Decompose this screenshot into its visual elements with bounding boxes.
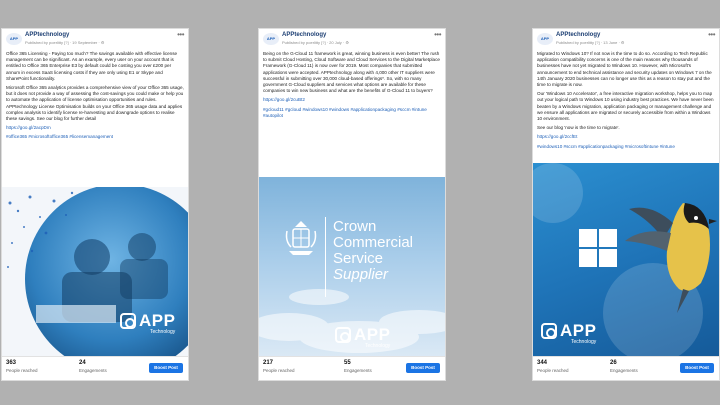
people-reached-stat[interactable] xyxy=(263,360,295,373)
engagements-value: 26 xyxy=(610,360,617,366)
post-link[interactable]: https://goo.gl/2ccfEt xyxy=(537,134,578,140)
boost-post-button[interactable]: Boost Post xyxy=(149,363,183,373)
crown-commercial-text xyxy=(333,219,413,283)
page-name[interactable]: APPtechnology xyxy=(282,32,327,38)
post-card-license xyxy=(1,28,189,381)
post-hashtags[interactable]: #windows10 #sccm #applicationpackaging #microsoftintune #intune xyxy=(537,143,675,149)
crown-line-2: Commercial xyxy=(333,234,414,251)
post-stats-bar xyxy=(533,356,719,380)
app-logo-icon xyxy=(335,327,351,343)
post-paragraph: Our 'Windows 10 Accelerator', a free interactive migration workshop, helps you to map out your logical path to Windows 10 using industry best practices. We have never been beaten by a Windows migration, application packaging or management challenge and we ensure all applications are migrated or securely accessible from within a Windows 10 environment. xyxy=(537,91,714,122)
engagements-label: Engagements xyxy=(344,368,372,373)
people-reached-value: 363 xyxy=(6,360,17,366)
post-body xyxy=(263,51,441,122)
post-header xyxy=(259,29,445,49)
app-technology-logo xyxy=(335,325,391,349)
page-name[interactable]: APPtechnology xyxy=(556,32,601,38)
post-card-windows10 xyxy=(532,28,720,381)
post-link[interactable]: https://goo.gl/2cuBt2 xyxy=(263,97,305,103)
more-options-icon[interactable]: ••• xyxy=(177,30,184,39)
brand-sub: Technology xyxy=(365,343,391,349)
crest-divider xyxy=(325,217,326,297)
more-options-icon[interactable]: ••• xyxy=(434,30,441,39)
people-reached-stat[interactable] xyxy=(537,360,569,373)
engagements-label: Engagements xyxy=(79,368,107,373)
page-avatar[interactable]: APP xyxy=(537,33,553,45)
people-reached-value: 344 xyxy=(537,360,548,366)
brand-word: APP xyxy=(139,311,176,330)
more-options-icon[interactable]: ••• xyxy=(708,30,715,39)
post-paragraph: Migrated to Windows 10? If not now is the time to do so. According to Tech Republic application compatibility concerns is one of the main reasons why thousands of businesses have not yet migrated to Windows 10. However, with Microsoft's announcement to end technical assistance and security updates on Windows 7 on the 14th January 2020 businesses can no longer use this as a reason to stay put and the time to migrate is now. xyxy=(537,51,712,88)
post-header xyxy=(533,29,719,49)
app-technology-logo xyxy=(541,321,597,345)
people-reached-stat[interactable] xyxy=(6,360,38,373)
people-reached-label: People reached xyxy=(6,368,38,373)
post-image[interactable] xyxy=(533,163,719,358)
engagements-value: 24 xyxy=(79,360,86,366)
post-header xyxy=(2,29,188,49)
crown-line-4: Supplier xyxy=(333,266,389,283)
post-image[interactable] xyxy=(2,187,188,358)
post-image[interactable] xyxy=(259,177,445,358)
engagements-stat[interactable] xyxy=(610,360,638,373)
app-logo-icon xyxy=(120,313,136,329)
engagements-value: 55 xyxy=(344,360,351,366)
boost-post-button[interactable]: Boost Post xyxy=(406,363,440,373)
windows-logo-icon xyxy=(579,229,617,267)
crown-line-3: Service xyxy=(333,250,384,267)
people-reached-label: People reached xyxy=(263,368,295,373)
post-stats-bar xyxy=(259,356,445,380)
page-avatar[interactable]: APP xyxy=(263,33,279,45)
page-avatar[interactable]: APP xyxy=(6,33,22,45)
people-reached-value: 217 xyxy=(263,360,274,366)
post-body xyxy=(537,51,715,153)
post-meta: Published by poerlitty [?] · 13 June · ⚙ xyxy=(556,40,625,45)
engagements-stat[interactable] xyxy=(79,360,107,373)
post-paragraph: See our blog 'now is the time to migrate'. xyxy=(537,125,620,131)
post-paragraph: Being on the G-Cloud 11 framework is great, winning business is even better! The rush to submit Cloud Hosting, Cloud Software and Cloud Services to the Digital Marketplace Framework (G-Cloud 11) is now over for 2019. Most companies that submitted applications were accepted. APPtechnology along with 4,000 other IT suppliers were successful in submitting over 30,000 cloud-based offerings*. So, with so many government G-Cloud suppliers and services what options are available for these companies to win new business and what are the benefits of G-Cloud 11 to buyers? xyxy=(263,51,440,94)
post-paragraph: Office 365 Licensing - Paying too much? The savings available with effective license management can be significant. As an example, every user on your account that is entitled to Office 365 Enterprise E3 by default could be costing you over £200 per annum in excess SaaS licensing costs if they are only using E1 or Skype and SharePoint functionality. xyxy=(6,51,178,81)
brand-word: APP xyxy=(560,321,597,340)
post-link[interactable]: https://goo.gl/2acpDm xyxy=(6,125,51,131)
brand-sub: Technology xyxy=(150,329,176,335)
boost-post-button[interactable]: Boost Post xyxy=(680,363,714,373)
app-technology-logo xyxy=(120,311,176,335)
post-hashtags[interactable]: #gcloud11 #gcloud #windows10 #windows #applicationpackaging #sccm #intune #autopilot xyxy=(263,106,427,118)
royal-crest-icon xyxy=(283,219,319,259)
post-hashtags[interactable]: #office365 #microsoftoffice365 #licensemanagement xyxy=(6,134,114,140)
page-name[interactable]: APPtechnology xyxy=(25,32,70,38)
engagements-stat[interactable] xyxy=(344,360,372,373)
post-paragraph: Microsoft Office 365 analytics provides a comprehensive view of your Office 365 usage, but it does not provide a way of assessing the cost-savings you could make or help you to automate the application of license optimisation opportunities and rules. APPtechnology License Optimisation builds on your Office 365 usage data and applies complex analysis to identify license re-harvesting and downgrade options to realise these savings. See our blog for further detail xyxy=(6,85,184,122)
post-body xyxy=(6,51,184,144)
people-reached-label: People reached xyxy=(537,368,569,373)
engagements-label: Engagements xyxy=(610,368,638,373)
post-stats-bar xyxy=(2,356,188,380)
post-meta: Published by poerlitty [?] · 19 September · ⚙ xyxy=(25,40,105,45)
post-card-gcloud xyxy=(258,28,446,381)
app-logo-icon xyxy=(541,323,557,339)
crown-line-1: Crown xyxy=(333,218,377,235)
post-meta: Published by poerlitty [?] · 20 July · ⚙ xyxy=(282,40,349,45)
brand-word: APP xyxy=(354,325,391,344)
brand-sub: Technology xyxy=(571,339,597,345)
